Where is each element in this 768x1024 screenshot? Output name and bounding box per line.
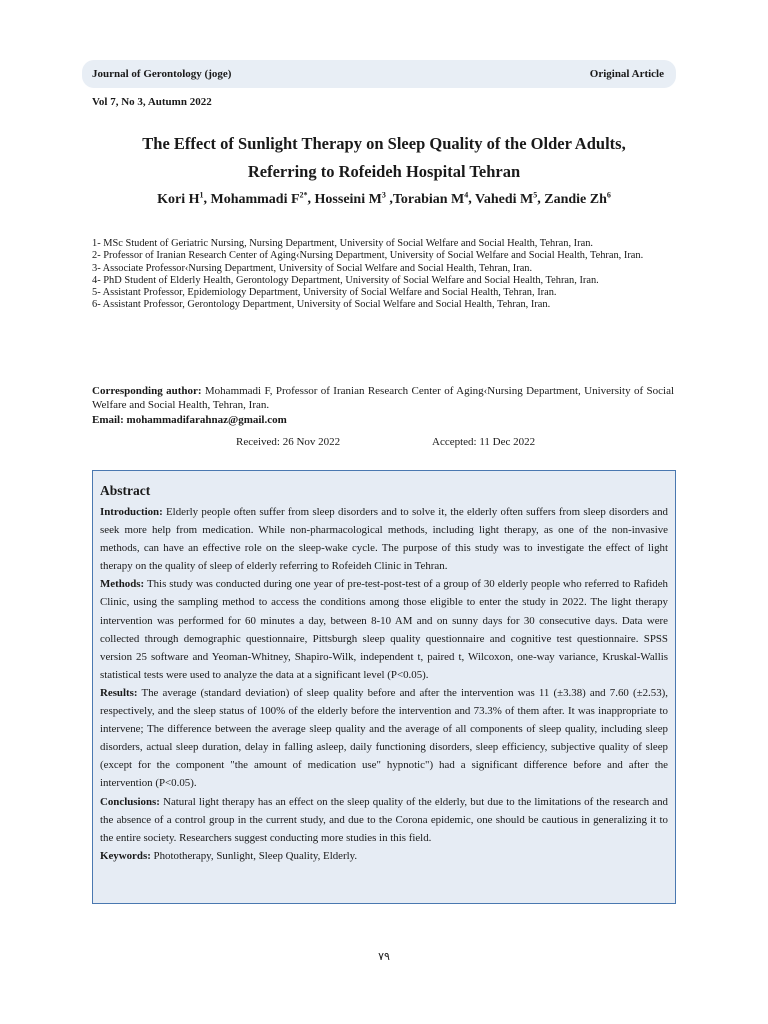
- abstract-keywords: Keywords: Phototherapy, Sunlight, Sleep Quality, Elderly.: [100, 849, 358, 862]
- affiliation-item: 2- Professor of Iranian Research Center of Aging‹Nursing Department, University of Social Welfare and Social Health, Tehran, Iran.: [92, 250, 644, 262]
- email[interactable]: Email: mohammadifarahnaz@gmail.com: [92, 414, 287, 426]
- affiliations: [92, 238, 674, 312]
- abstract-heading: Abstract: [100, 483, 151, 498]
- article-type: Original Article: [589, 68, 664, 80]
- affiliation-item: 6- Assistant Professor, Gerontology Department, University of Social Welfare and Social Health, Tehran, Iran.: [92, 299, 551, 311]
- abstract-conclusions: Conclusions: Natural light therapy has an effect on the sleep quality of the elderly, but due to the limitations of the research and the absence of a control group in the current study, and due to the Corona epidemic, one should be cautious in generalizing it to the entire society. Researchers suggest conducting more studies in this field.: [100, 795, 668, 844]
- affiliation-item: 3- Associate Professor‹Nursing Department, University of Social Welfare and Social Health, Tehran, Iran.: [92, 262, 533, 274]
- author: Kori $H^1$: [157, 190, 204, 207]
- abstract-methods: Methods: This study was conducted during one year of pre-test-post-test of a group of 30 elderly people who referred to Rafideh Clinic, using the sampling method to access the conditions among those eligible to enter the study in 2022. The light therapy intervention was performed for 60 minutes a day, between 8-10 AM and on sunny days for 30 consecutive days. Data were collected through demographic questionnaire, Pittsburgh sleep quality questionnaire and cognitive test questionnaire. SPSS version 25 software and Yeoman-Whitney, Shapiro-Wilk, independent t, paired t, Wilcoxon, one-way variance, Kruskal-Wallis statistical tests were used to analyze the data at a significant level (P<0.05).: [100, 578, 668, 681]
- author: Hosseini $M^3$: [314, 190, 386, 207]
- title-line-2: Referring to Rofeideh Hospital Tehran: [247, 162, 521, 181]
- affiliation-item: 1- MSc Student of Geriatric Nursing, Nursing Department, University of Social Welfare and Social Health, Tehran, Iran.: [92, 238, 593, 249]
- affiliation-item: 5- Assistant Professor, Epidemiology Department, University of Social Welfare and Social Health, Tehran, Iran.: [92, 287, 557, 299]
- abstract-body: [100, 503, 668, 865]
- corresponding-label: Corresponding author:: [92, 385, 202, 397]
- title-line-1: The Effect of Sunlight Therapy on Sleep Quality of the Older Adults,: [142, 134, 626, 153]
- author: Zandie Zh$^6$: [544, 190, 611, 207]
- affiliation-item: 4- PhD Student of Elderly Health, Gerontology Department, University of Social Welfare and Social Health, Tehran, Iran.: [92, 274, 599, 286]
- abstract-introduction: Introduction: Elderly people often suffer from sleep disorders and to solve it, the elderly often suffers from sleep disorders and seek more help from medication. While non-pharmacological methods, including light therapy, as one of the non-invasive methods, can have an effective role on the sleep-wake cycle. The purpose of this study was to investigate the effect of light therapy on the quality of sleep of elderly referring to Rofeideh Clinic in Tehran.: [100, 506, 668, 573]
- author: Vahedi $M^5$: [475, 190, 538, 207]
- abstract-results: Results: The average (standard deviation) of sleep quality before and after the intervention was 11 (±3.38) and 7.60 (±2.53), respectively, and the sleep status of 100% of the elderly before the intervention and 73.3% of them after. It was inappropriate to intervene; The difference between the average sleep quality and the average of all components of sleep quality, including sleep disorders, actual sleep duration, delay in falling asleep, daily functioning disorders, sleep efficiency, subjective quality of sleep (except for the component "the amount of medication use" hypnotic") had a significant difference before and after the intervention (P<0.05).: [100, 686, 668, 790]
- accepted-date: Accepted: 11 Dec 2022: [432, 436, 536, 448]
- abstract-box: [92, 470, 676, 904]
- journal-name: Journal of Gerontology (joge): [92, 68, 232, 80]
- author: Torabian $M^4$: [392, 190, 469, 207]
- volume-issue: Vol 7, No 3, Autumn 2022: [92, 96, 212, 108]
- author: Mohammadi $F^{2*}$: [210, 190, 308, 207]
- corresponding-text: Mohammadi F, Professor of Iranian Research Center of Aging‹Nursing Department, University of Social Welfare and Social Health, Tehran, Iran.: [92, 385, 675, 411]
- page-number: ۷۹: [378, 951, 390, 963]
- author-list: Kori $H^1$, Mohammadi $F^{2*}$, Hosseini $M^3$ ,Torabian $M^4$, Vahedi $M^5$, Zandie Zh$^6$: [157, 190, 611, 207]
- received-date: Received: 26 Nov 2022: [236, 436, 341, 448]
- corresponding-author: [92, 385, 674, 412]
- paper-title: [60, 130, 708, 186]
